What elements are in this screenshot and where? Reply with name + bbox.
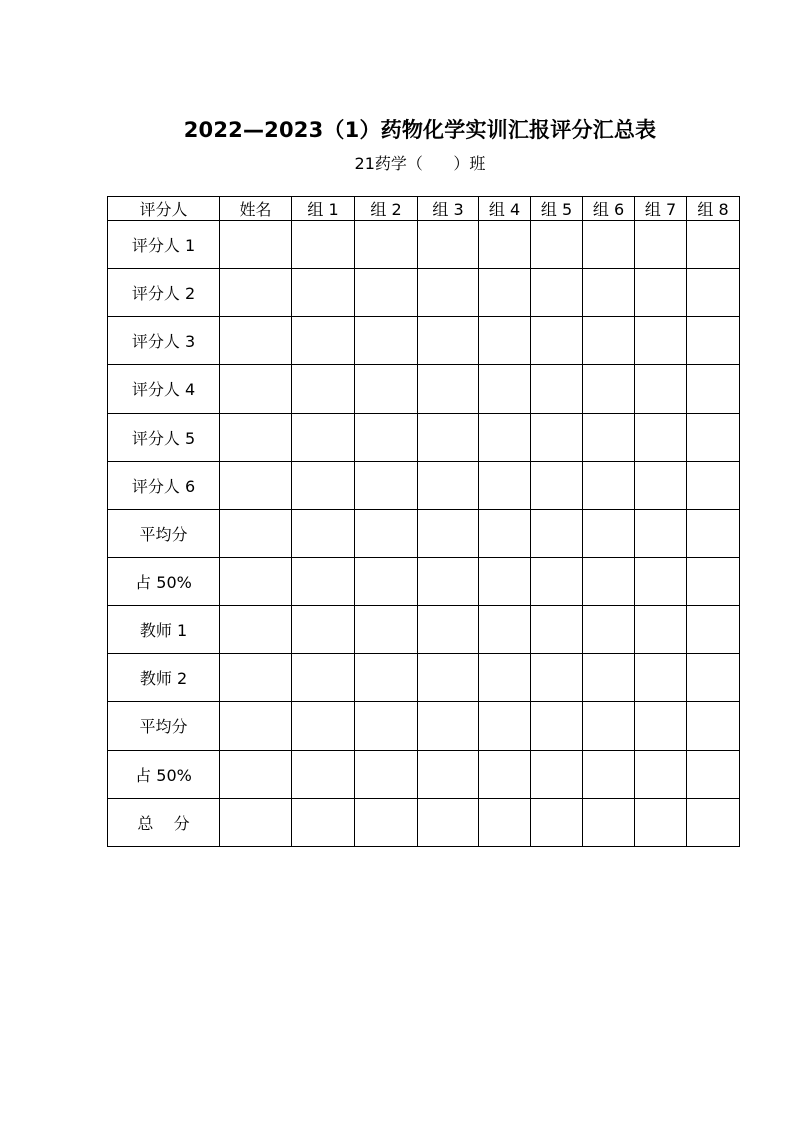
score-cell[interactable] — [355, 798, 418, 846]
score-cell[interactable] — [418, 269, 479, 317]
score-cell[interactable] — [418, 654, 479, 702]
score-cell[interactable] — [635, 654, 687, 702]
score-cell[interactable] — [583, 269, 635, 317]
score-cell[interactable] — [583, 557, 635, 605]
score-cell[interactable] — [531, 413, 583, 461]
name-cell[interactable] — [220, 509, 292, 557]
score-cell[interactable] — [687, 461, 740, 509]
score-cell[interactable] — [355, 606, 418, 654]
name-cell[interactable] — [220, 557, 292, 605]
row-label: 总 分 — [108, 798, 220, 846]
score-cell[interactable] — [635, 750, 687, 798]
score-cell[interactable] — [583, 606, 635, 654]
score-cell[interactable] — [479, 702, 531, 750]
score-cell[interactable] — [687, 317, 740, 365]
score-cell[interactable] — [635, 606, 687, 654]
table-row — [108, 413, 740, 461]
table-row — [108, 461, 740, 509]
score-cell[interactable] — [292, 221, 355, 269]
score-cell[interactable] — [531, 702, 583, 750]
table-row — [108, 798, 740, 846]
score-cell[interactable] — [479, 365, 531, 413]
score-cell[interactable] — [479, 654, 531, 702]
score-cell[interactable] — [635, 221, 687, 269]
score-cell[interactable] — [687, 606, 740, 654]
row-label: 评分人 1 — [108, 221, 220, 269]
score-cell[interactable] — [418, 461, 479, 509]
score-cell[interactable] — [418, 557, 479, 605]
header-group-8: 组 8 — [687, 197, 740, 221]
row-label: 占 50% — [108, 750, 220, 798]
score-cell[interactable] — [583, 798, 635, 846]
score-cell[interactable] — [635, 509, 687, 557]
score-cell[interactable] — [583, 221, 635, 269]
name-cell[interactable] — [220, 798, 292, 846]
score-cell[interactable] — [687, 365, 740, 413]
score-cell[interactable] — [531, 317, 583, 365]
table-row — [108, 750, 740, 798]
table-row — [108, 317, 740, 365]
score-cell[interactable] — [531, 509, 583, 557]
score-cell[interactable] — [292, 413, 355, 461]
score-cell[interactable] — [687, 269, 740, 317]
table-header-row — [108, 197, 740, 221]
score-cell[interactable] — [418, 413, 479, 461]
header-group-4: 组 4 — [479, 197, 531, 221]
score-cell[interactable] — [418, 702, 479, 750]
name-cell[interactable] — [220, 269, 292, 317]
score-cell[interactable] — [292, 557, 355, 605]
table-row — [108, 557, 740, 605]
name-cell[interactable] — [220, 461, 292, 509]
row-label: 平均分 — [108, 702, 220, 750]
score-cell[interactable] — [635, 798, 687, 846]
class-subtitle: 21药学（ ）班 — [354, 154, 486, 173]
score-cell[interactable] — [479, 317, 531, 365]
score-cell[interactable] — [292, 509, 355, 557]
score-cell[interactable] — [687, 702, 740, 750]
score-cell[interactable] — [635, 365, 687, 413]
score-cell[interactable] — [355, 654, 418, 702]
name-cell[interactable] — [220, 413, 292, 461]
score-cell[interactable] — [687, 750, 740, 798]
score-cell[interactable] — [292, 606, 355, 654]
score-cell[interactable] — [479, 461, 531, 509]
score-cell[interactable] — [635, 557, 687, 605]
score-cell[interactable] — [418, 798, 479, 846]
document-title: 2022—2023（1）药物化学实训汇报评分汇总表 — [183, 118, 657, 142]
name-cell[interactable] — [220, 365, 292, 413]
score-cell[interactable] — [292, 317, 355, 365]
score-cell[interactable] — [583, 317, 635, 365]
score-cell[interactable] — [292, 461, 355, 509]
score-cell[interactable] — [292, 702, 355, 750]
score-cell[interactable] — [635, 269, 687, 317]
name-cell[interactable] — [220, 221, 292, 269]
score-cell[interactable] — [292, 654, 355, 702]
row-label: 评分人 2 — [108, 269, 220, 317]
score-cell[interactable] — [418, 317, 479, 365]
score-cell[interactable] — [355, 557, 418, 605]
score-cell[interactable] — [531, 798, 583, 846]
score-cell[interactable] — [479, 798, 531, 846]
score-cell[interactable] — [531, 557, 583, 605]
score-cell[interactable] — [418, 221, 479, 269]
score-cell[interactable] — [531, 365, 583, 413]
header-group-6: 组 6 — [583, 197, 635, 221]
score-cell[interactable] — [583, 413, 635, 461]
score-cell[interactable] — [687, 557, 740, 605]
header-group-2: 组 2 — [355, 197, 418, 221]
score-cell[interactable] — [531, 461, 583, 509]
score-cell[interactable] — [531, 750, 583, 798]
row-label: 占 50% — [108, 557, 220, 605]
name-cell[interactable] — [220, 750, 292, 798]
header-scorer: 评分人 — [108, 197, 220, 221]
row-label: 平均分 — [108, 509, 220, 557]
score-cell[interactable] — [583, 365, 635, 413]
header-group-5: 组 5 — [531, 197, 583, 221]
score-cell[interactable] — [687, 413, 740, 461]
score-cell[interactable] — [418, 509, 479, 557]
header-group-7: 组 7 — [635, 197, 687, 221]
score-cell[interactable] — [355, 702, 418, 750]
table-row — [108, 365, 740, 413]
score-cell[interactable] — [479, 606, 531, 654]
name-cell[interactable] — [220, 606, 292, 654]
name-cell[interactable] — [220, 317, 292, 365]
score-cell[interactable] — [355, 750, 418, 798]
score-cell[interactable] — [292, 798, 355, 846]
score-cell[interactable] — [292, 269, 355, 317]
score-cell[interactable] — [355, 461, 418, 509]
row-label: 教师 1 — [108, 606, 220, 654]
score-cell[interactable] — [355, 365, 418, 413]
score-cell[interactable] — [531, 606, 583, 654]
score-cell[interactable] — [687, 221, 740, 269]
score-cell[interactable] — [418, 365, 479, 413]
table-row — [108, 221, 740, 269]
table-row — [108, 702, 740, 750]
score-cell[interactable] — [583, 702, 635, 750]
score-cell[interactable] — [292, 365, 355, 413]
row-label: 教师 2 — [108, 654, 220, 702]
score-cell[interactable] — [531, 654, 583, 702]
row-label: 评分人 4 — [108, 365, 220, 413]
score-cell[interactable] — [418, 750, 479, 798]
score-cell[interactable] — [292, 750, 355, 798]
header-name: 姓名 — [220, 197, 292, 221]
score-cell[interactable] — [531, 269, 583, 317]
score-cell[interactable] — [635, 317, 687, 365]
score-cell[interactable] — [635, 413, 687, 461]
score-cell[interactable] — [418, 606, 479, 654]
name-cell[interactable] — [220, 654, 292, 702]
score-cell[interactable] — [687, 798, 740, 846]
score-cell[interactable] — [479, 269, 531, 317]
row-label: 评分人 6 — [108, 461, 220, 509]
score-cell[interactable] — [583, 654, 635, 702]
score-cell[interactable] — [635, 461, 687, 509]
table-row — [108, 606, 740, 654]
score-cell[interactable] — [355, 221, 418, 269]
score-cell[interactable] — [479, 221, 531, 269]
header-group-1: 组 1 — [292, 197, 355, 221]
row-label: 评分人 5 — [108, 413, 220, 461]
table-row — [108, 269, 740, 317]
score-cell[interactable] — [479, 557, 531, 605]
score-cell[interactable] — [687, 654, 740, 702]
score-cell[interactable] — [355, 413, 418, 461]
score-cell[interactable] — [531, 221, 583, 269]
score-cell[interactable] — [355, 269, 418, 317]
table-row — [108, 654, 740, 702]
score-summary-table — [107, 196, 740, 847]
score-cell[interactable] — [479, 413, 531, 461]
score-cell[interactable] — [355, 509, 418, 557]
table-row — [108, 509, 740, 557]
score-cell[interactable] — [479, 509, 531, 557]
score-cell[interactable] — [687, 509, 740, 557]
row-label: 评分人 3 — [108, 317, 220, 365]
header-group-3: 组 3 — [418, 197, 479, 221]
score-cell[interactable] — [583, 509, 635, 557]
score-cell[interactable] — [583, 750, 635, 798]
name-cell[interactable] — [220, 702, 292, 750]
score-cell[interactable] — [355, 317, 418, 365]
score-cell[interactable] — [583, 461, 635, 509]
score-cell[interactable] — [479, 750, 531, 798]
score-cell[interactable] — [635, 702, 687, 750]
